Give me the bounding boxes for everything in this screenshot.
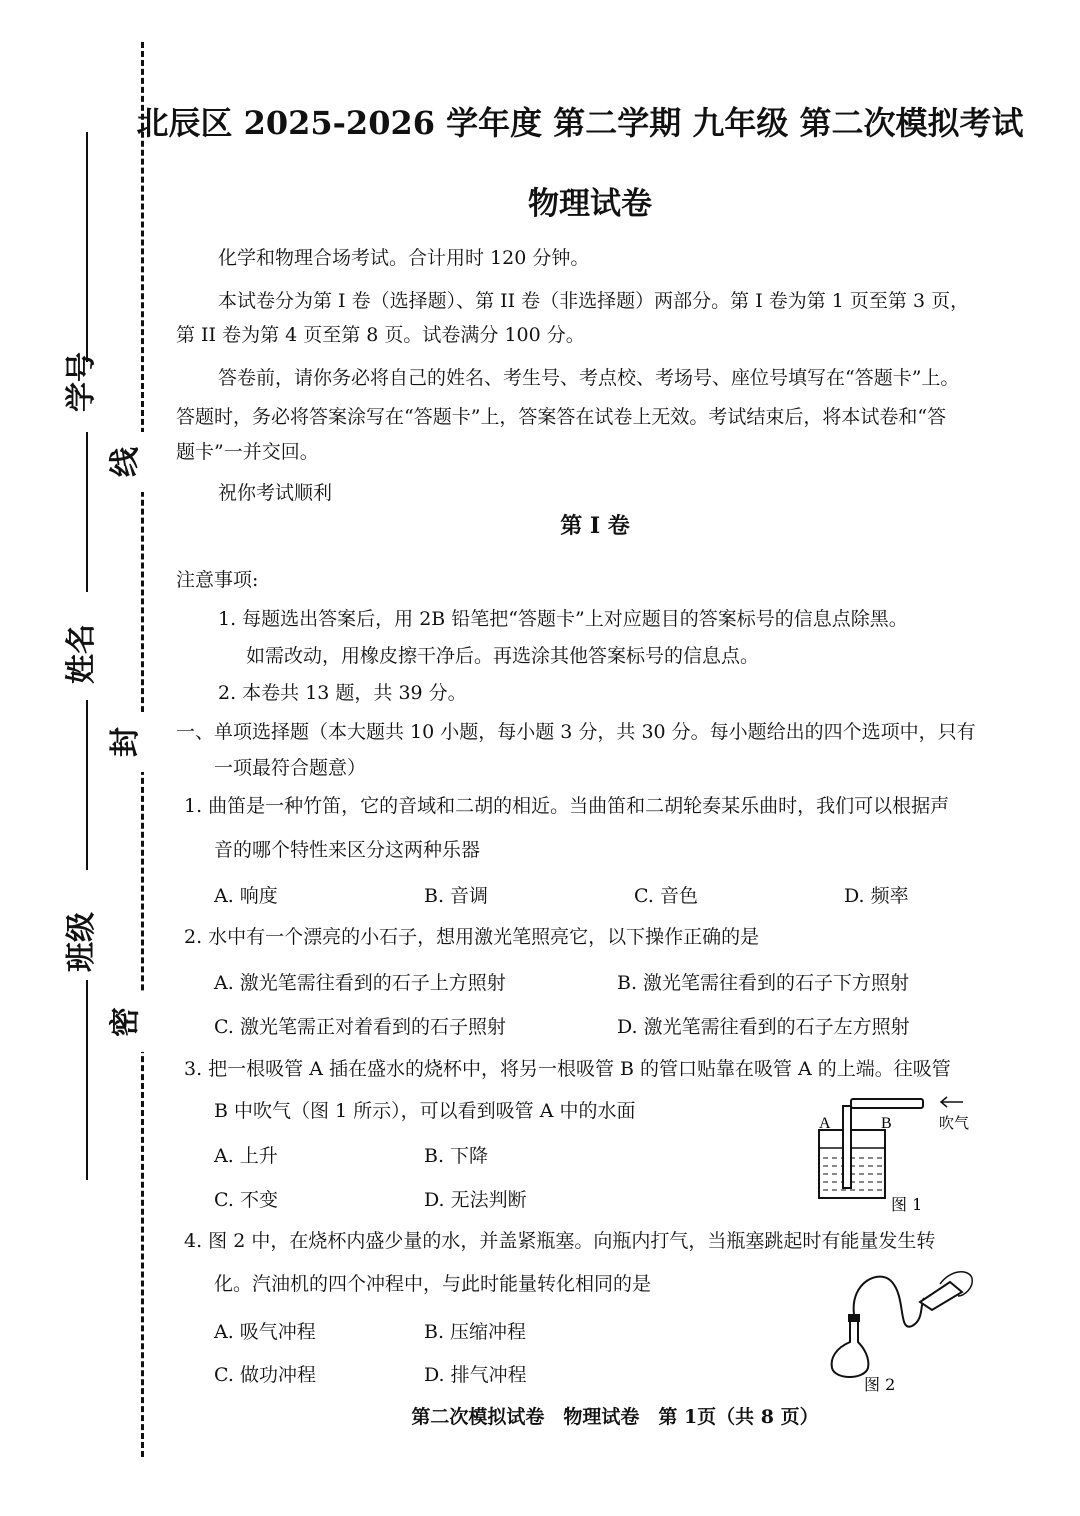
page-subtitle: 物理试卷	[528, 186, 652, 222]
question-stem: 1. 曲笛是一种竹笛，它的音域和二胡的相近。当曲笛和二胡轮奏某乐曲时，我们可以根据声	[184, 795, 950, 817]
student-id-label: 学号	[64, 352, 99, 412]
intro-line: 答卷前，请你务必将自己的姓名、考生号、考点校、考场号、座位号填写在“答题卡”上。	[218, 367, 960, 389]
option-c: C. 激光笔需正对着看到的石子照射	[214, 1016, 506, 1038]
water-dashes	[823, 1158, 883, 1190]
class-underline-top	[86, 700, 88, 870]
binding-mi-label: 密	[100, 992, 144, 1052]
page-title: 北辰区 2025-2026 学年度 第二学期 九年级 第二次模拟考试	[136, 104, 1024, 142]
straw-b	[851, 1099, 923, 1108]
student-id-underline	[86, 132, 88, 362]
notice-line: 如需改动，用橡皮擦干净后。再选涂其他答案标号的信息点。	[246, 645, 760, 667]
intro-line: 题卡”一并交回。	[176, 441, 319, 463]
binding-xian-label: 线	[100, 432, 144, 492]
class-label: 班级	[64, 912, 99, 972]
flask	[832, 1320, 869, 1377]
option-d: D. 无法判断	[424, 1189, 527, 1211]
question-stem: B 中吹气（图 1 所示），可以看到吸管 A 中的水面	[214, 1100, 636, 1122]
option-d: D. 激光笔需往看到的石子左方照射	[617, 1016, 910, 1038]
part-heading: 一、单项选择题（本大题共 10 小题，每小题 3 分，共 30 分。每小题给出的四个选项中，只有	[176, 721, 976, 743]
name-underline	[86, 432, 88, 592]
straw-a	[843, 1106, 851, 1188]
option-c: C. 不变	[214, 1189, 278, 1211]
question-stem: 化。汽油机的四个冲程中，与此时能量转化相同的是	[214, 1273, 652, 1295]
notice-line: 1. 每题选出答案后，用 2B 铅笔把“答题卡”上对应题目的答案标号的信息点除黑。	[218, 608, 908, 630]
stopper	[848, 1314, 860, 1322]
figure-2-caption: 图 2	[864, 1375, 896, 1394]
option-a: A. 上升	[214, 1145, 278, 1167]
notice-title: 注意事项:	[176, 569, 259, 591]
part-heading: 一项最符合题意）	[214, 757, 367, 779]
question-stem: 4. 图 2 中，在烧杯内盛少量的水，并盖紧瓶塞。向瓶内打气，当瓶塞跳起时有能量发生转	[184, 1230, 936, 1252]
figure-1-label-b: B	[881, 1115, 892, 1132]
name-label: 姓名	[64, 624, 99, 684]
figure-1-caption: 图 1	[891, 1195, 923, 1214]
question-stem: 2. 水中有一个漂亮的小石子，想用激光笔照亮它，以下操作正确的是	[184, 926, 760, 948]
figure-2-diagram	[820, 1262, 980, 1394]
section-title: 第 I 卷	[560, 513, 630, 539]
option-a: A. 吸气冲程	[214, 1321, 316, 1343]
option-b: B. 下降	[424, 1145, 489, 1167]
option-a: A. 激光笔需往看到的石子上方照射	[214, 972, 506, 994]
option-b: B. 激光笔需往看到的石子下方照射	[617, 972, 910, 994]
question-stem: 音的哪个特性来区分这两种乐器	[214, 839, 481, 861]
intro-line: 祝你考试顺利	[218, 482, 333, 504]
air-tube	[854, 1277, 924, 1327]
intro-line: 答题时，务必将答案涂写在“答题卡”上，答案答在试卷上无效。考试结束后，将本试卷和“答	[176, 406, 947, 428]
question-stem: 3. 把一根吸管 A 插在盛水的烧杯中，将另一根吸管 B 的管口贴靠在吸管 A 的上端。往吸管	[184, 1058, 951, 1080]
option-c: C. 做功冲程	[214, 1364, 316, 1386]
figure-1-blow-label: 吹气	[939, 1114, 970, 1132]
option-b: B. 音调	[424, 885, 489, 907]
intro-line: 第 II 卷为第 4 页至第 8 页。试卷满分 100 分。	[176, 324, 585, 346]
option-d: D. 频率	[844, 885, 909, 907]
figure-1-label-a: A	[819, 1115, 831, 1132]
option-a: A. 响度	[214, 885, 278, 907]
page-footer: 第二次模拟试卷 物理试卷 第 1页（共 8 页）	[411, 1406, 819, 1428]
intro-line: 化学和物理合场考试。合计用时 120 分钟。	[218, 247, 590, 269]
intro-line: 本试卷分为第 I 卷（选择题）、第 II 卷（非选择题）两部分。第 I 卷为第 1 页至第 3 页，	[218, 290, 970, 312]
option-c: C. 音色	[634, 885, 698, 907]
figure-1-diagram	[805, 1088, 990, 1218]
notice-line: 2. 本卷共 13 题，共 39 分。	[218, 682, 467, 704]
pump	[920, 1282, 962, 1310]
binding-feng-label: 封	[100, 712, 144, 772]
class-underline-bottom	[86, 980, 88, 1180]
option-b: B. 压缩冲程	[424, 1321, 527, 1343]
option-d: D. 排气冲程	[424, 1364, 527, 1386]
